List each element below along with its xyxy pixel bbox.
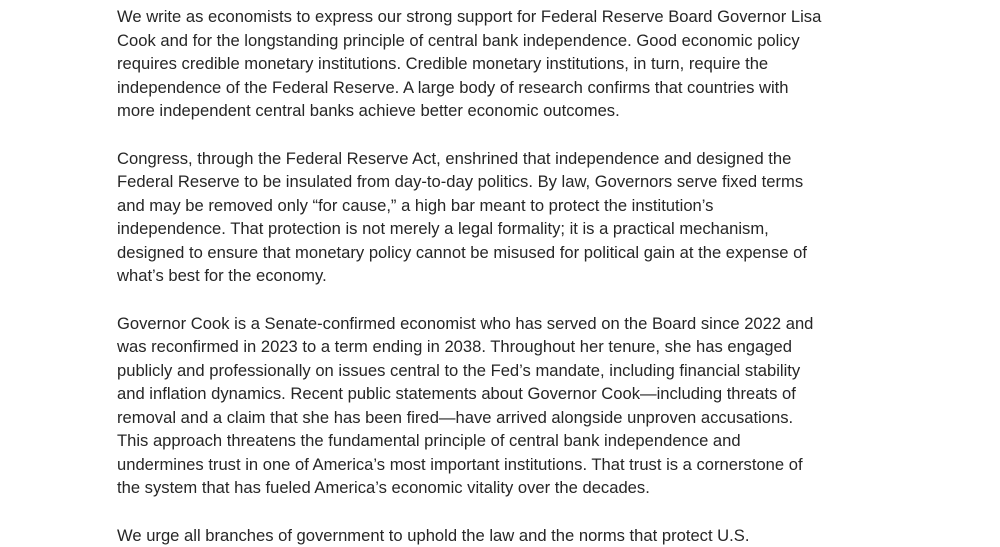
text-line: publicly and professionally on issues central to the Fed’s mandate, including financial stability [117,359,897,383]
text-line: removal and a claim that she has been fired—have arrived alongside unproven accusations. [117,406,897,430]
letter-document [117,5,897,547]
paragraph-4 [117,524,897,547]
text-line: designed to ensure that monetary policy cannot be misused for political gain at the expense of [117,241,897,265]
text-line: the system that has fueled America’s economic vitality over the decades. [117,476,897,500]
text-line: This approach threatens the fundamental principle of central bank independence and [117,429,897,453]
text-line: independence of the Federal Reserve. A large body of research confirms that countries with [117,76,897,100]
text-line: requires credible monetary institutions. Credible monetary institutions, in turn, require the [117,52,897,76]
text-line: We urge all branches of government to uphold the law and the norms that protect U.S. [117,524,897,547]
paragraph-1 [117,5,897,123]
text-line: was reconfirmed in 2023 to a term ending in 2038. Throughout her tenure, she has engaged [117,335,897,359]
text-line: and may be removed only “for cause,” a high bar meant to protect the institution’s [117,194,897,218]
text-line: undermines trust in one of America’s most important institutions. That trust is a cornerstone of [117,453,897,477]
text-line: independence. That protection is not merely a legal formality; it is a practical mechanism, [117,217,897,241]
text-line: and inflation dynamics. Recent public statements about Governor Cook—including threats of [117,382,897,406]
paragraph-3 [117,312,897,500]
text-line: more independent central banks achieve better economic outcomes. [117,99,897,123]
text-line: We write as economists to express our strong support for Federal Reserve Board Governor Lisa [117,5,897,29]
text-line: Cook and for the longstanding principle of central bank independence. Good economic policy [117,29,897,53]
text-line: Governor Cook is a Senate-confirmed economist who has served on the Board since 2022 and [117,312,897,336]
text-line: what’s best for the economy. [117,264,897,288]
text-line: Federal Reserve to be insulated from day-to-day politics. By law, Governors serve fixed terms [117,170,897,194]
paragraph-2 [117,147,897,288]
text-line: Congress, through the Federal Reserve Act, enshrined that independence and designed the [117,147,897,171]
